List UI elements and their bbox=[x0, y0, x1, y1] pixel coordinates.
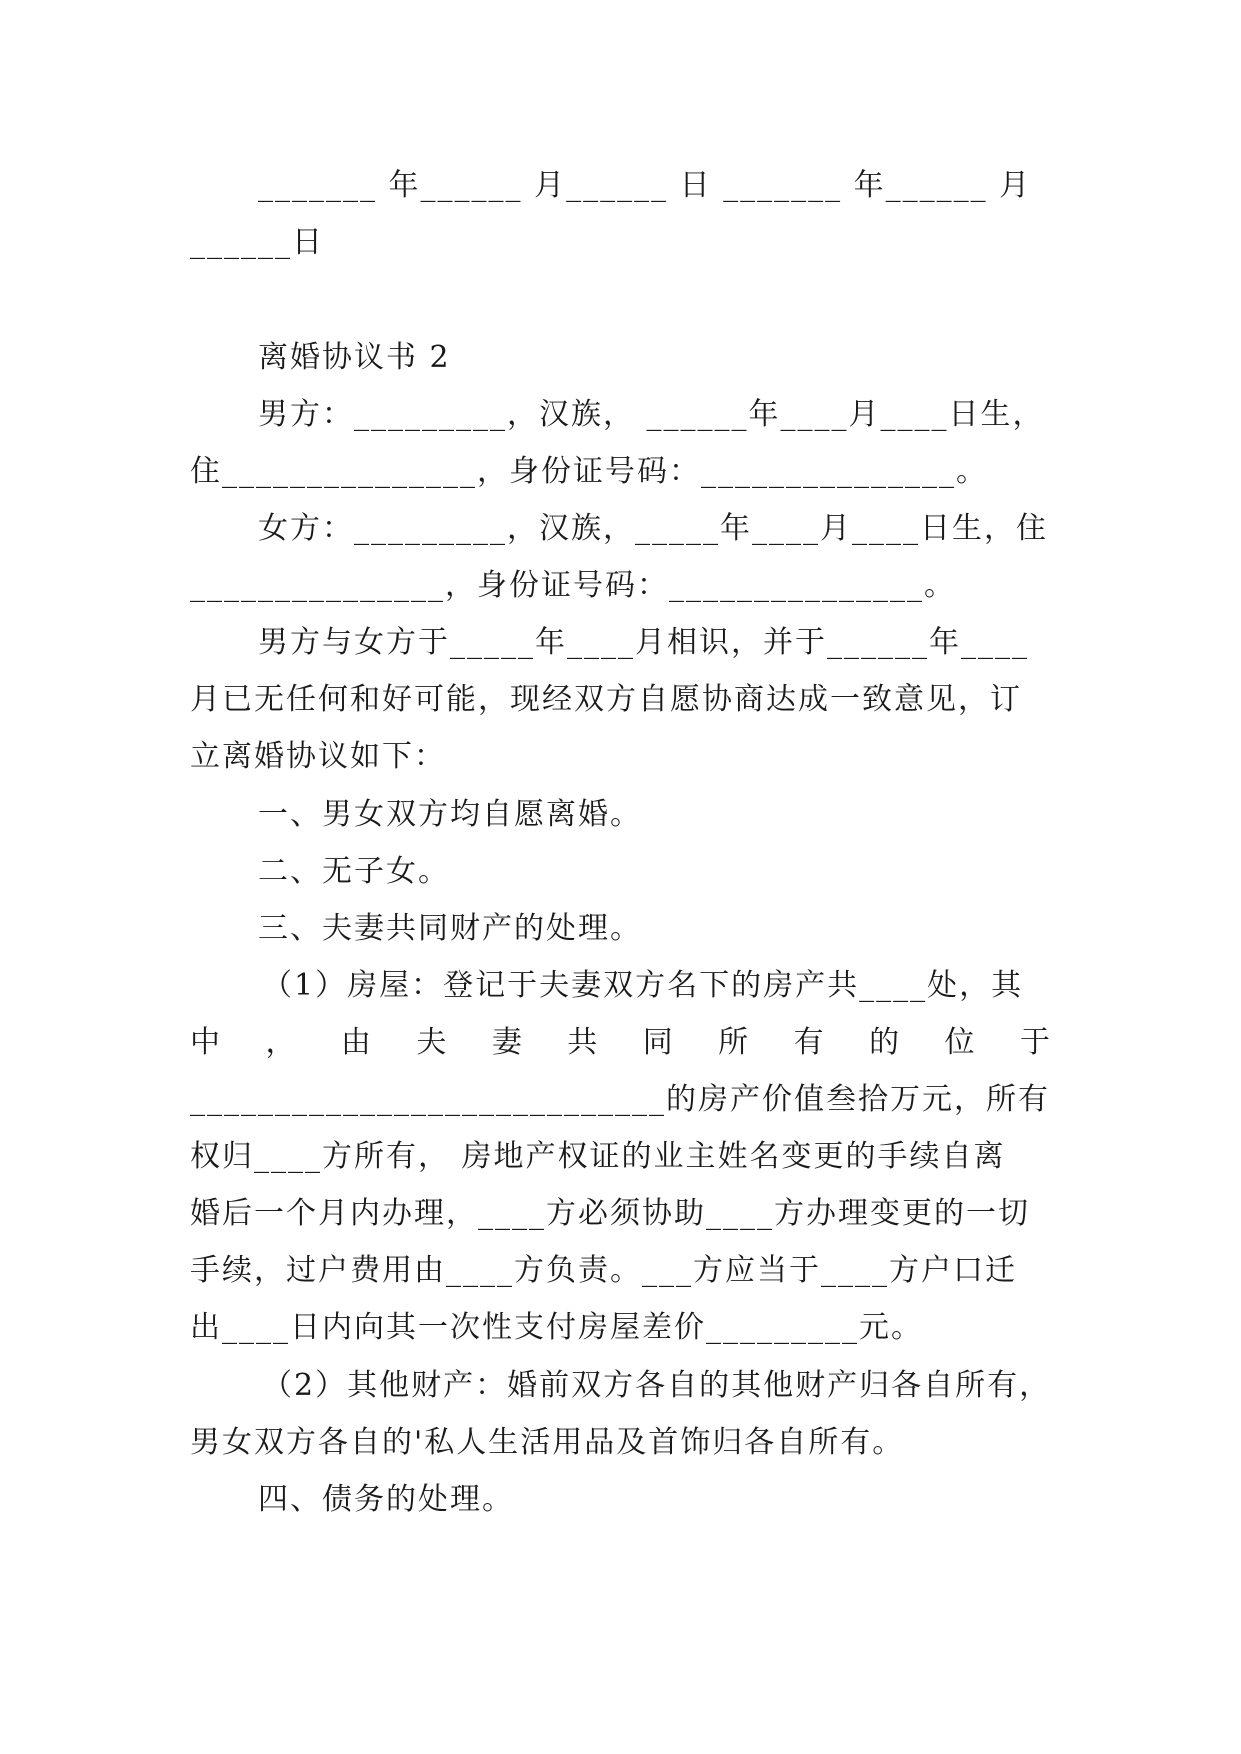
date-line-2: ______日 bbox=[190, 225, 324, 260]
house-line-5: 婚后一个月内办理，____方必须协助____方办理变更的一切 bbox=[190, 1196, 1030, 1231]
house-line-7: 出____日内向其一次性支付房屋差价_________元。 bbox=[190, 1310, 923, 1345]
justified-char: 妻 bbox=[491, 1025, 522, 1060]
clause-1: 一、男女双方均自愿离婚。 bbox=[258, 797, 642, 832]
justified-char: 中 bbox=[190, 1025, 220, 1060]
justified-char: 夫 bbox=[416, 1025, 447, 1060]
preamble-line-3: 立离婚协议如下： bbox=[190, 739, 446, 774]
clause-2: 二、无子女。 bbox=[258, 854, 450, 889]
other-property-line-2: 男女双方各自的'私人生活用品及首饰归各自所有。 bbox=[190, 1425, 905, 1460]
other-property-line-1: （2）其他财产：婚前双方各自的其他财产归各自所有， bbox=[262, 1368, 1052, 1403]
clause-3: 三、夫妻共同财产的处理。 bbox=[258, 911, 642, 946]
house-line-3: ____________________________的房产价值叁拾万元，所有 bbox=[190, 1082, 1050, 1117]
justified-char: 于 bbox=[1019, 1025, 1050, 1060]
house-line-1: （1）房屋：登记于夫妻双方名下的房产共____处，其 bbox=[262, 968, 1024, 1003]
preamble-line-2: 月已无任何和好可能，现经双方自愿协商达成一致意见，订 bbox=[190, 682, 1022, 717]
justified-char: 由 bbox=[340, 1025, 371, 1060]
female-party-line-2: _______________，身份证号码：_______________。 bbox=[190, 568, 956, 603]
house-line-2 bbox=[190, 1023, 1050, 1063]
male-party-line-2: 住_______________，身份证号码：_______________。 bbox=[190, 454, 988, 489]
justified-char: 的 bbox=[869, 1025, 900, 1060]
house-line-4: 权归____方所有， 房地产权证的业主姓名变更的手续自离 bbox=[190, 1139, 1006, 1174]
clause-4: 四、债务的处理。 bbox=[258, 1482, 514, 1517]
female-party-line-1: 女方：_________，汉族，_____年____月____日生，住 bbox=[258, 511, 1048, 546]
justified-char: 同 bbox=[642, 1025, 673, 1060]
justified-char: 共 bbox=[567, 1025, 598, 1060]
justified-char: 有 bbox=[793, 1025, 824, 1060]
date-line-1: _______ 年______ 月______ 日 _______ 年______ 月 bbox=[258, 168, 1032, 203]
male-party-line-1: 男方：_________，汉族， ______年____月____日生， bbox=[258, 397, 1045, 432]
justified-char: 位 bbox=[944, 1025, 975, 1060]
justified-char: 所 bbox=[718, 1025, 749, 1060]
justified-char: ， bbox=[265, 1025, 296, 1060]
house-line-6: 手续，过户费用由____方负责。___方应当于____方户口迁 bbox=[190, 1253, 1017, 1288]
document-title: 离婚协议书 2 bbox=[258, 340, 451, 375]
preamble-line-1: 男方与女方于_____年____月相识，并于______年____ bbox=[258, 625, 1029, 660]
